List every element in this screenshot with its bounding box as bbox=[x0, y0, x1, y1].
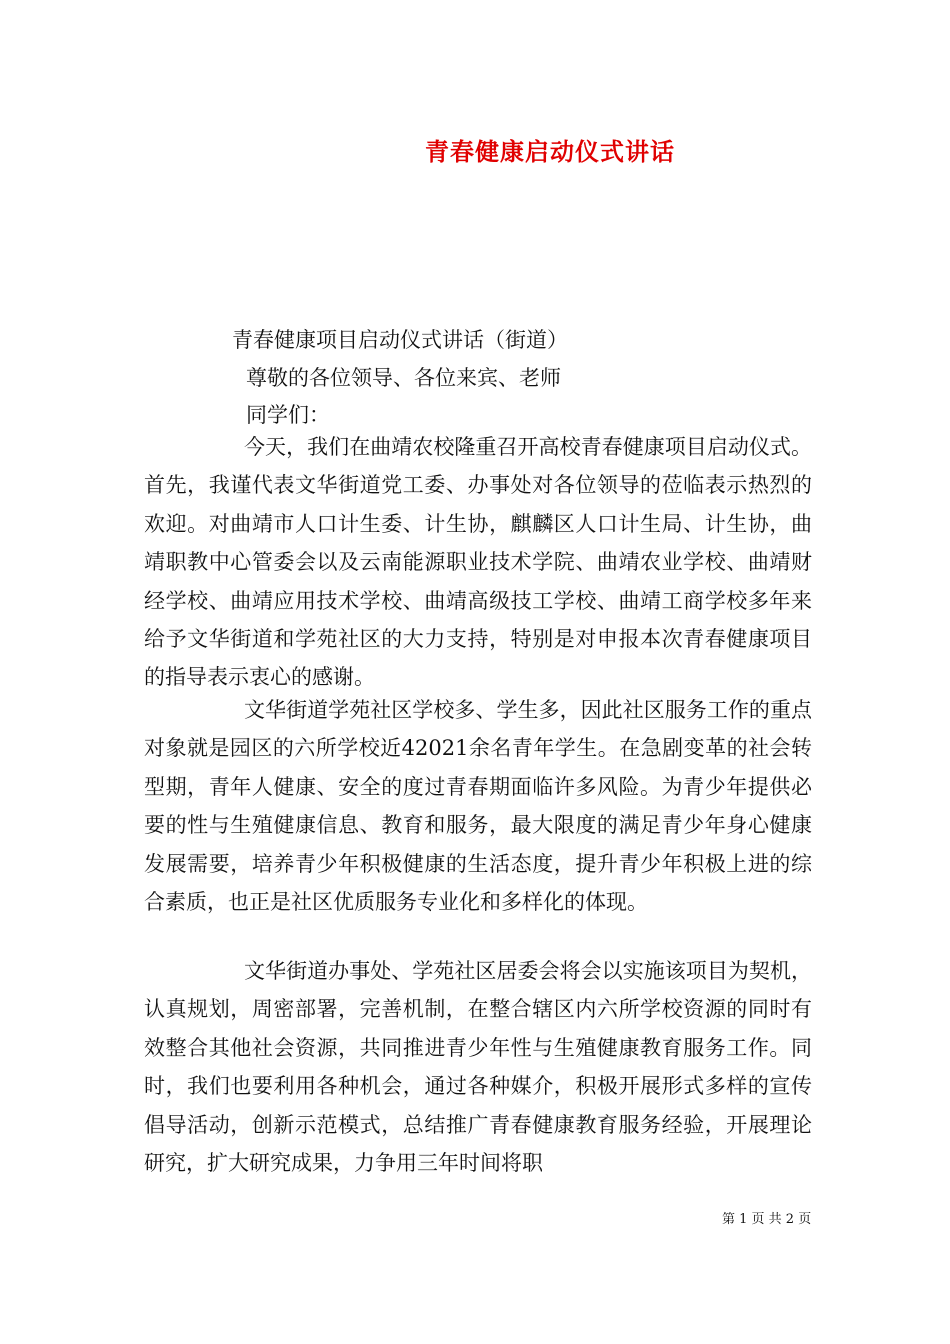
paragraph-2: 文华街道学苑社区学校多、学生多，因此社区服务工作的重点对象就是园区的六所学校近42021余名青年学生。在急剧变革的社会转型期，青年人健康、安全的度过青春期面临许多风险。为青少年提供必要的性与生殖健康信息、教育和服务，最大限度的满足青少年身心健康发展需要，培养青少年积极健康的生活态度，提升青少年积极上进的综合素质，也正是社区优质服务专业化和多样化的体现。 bbox=[144, 698, 812, 915]
greeting-line-1: 尊敬的各位领导、各位来宾、老师 bbox=[246, 366, 561, 390]
document-title: 青春健康启动仪式讲话 bbox=[425, 138, 675, 166]
greeting-line-2: 同学们： bbox=[246, 403, 330, 427]
paragraph-1: 今天，我们在曲靖农校隆重召开高校青春健康项目启动仪式。首先，我谨代表文华街道党工委、办事处对各位领导的莅临表示热烈的欢迎。对曲靖市人口计生委、计生协，麒麟区人口计生局、计生协，曲靖职教中心管委会以及云南能源职业技术学院、曲靖农业学校、曲靖财经学校、曲靖应用技术学校、曲靖高级技工学校、曲靖工商学校多年来给予文华街道和学苑社区的大力支持，特别是对申报本次青春健康项目的指导表示衷心的感谢。 bbox=[144, 435, 812, 690]
page-number: 第 1 页 共 2 页 bbox=[722, 1212, 812, 1227]
paragraph-3: 文华街道办事处、学苑社区居委会将会以实施该项目为契机，认真规划，周密部署，完善机制，在整合辖区内六所学校资源的同时有效整合其他社会资源，共同推进青少年性与生殖健康教育服务工作。同时，我们也要利用各种机会，通过各种媒介，积极开展形式多样的宣传倡导活动，创新示范模式，总结推广青春健康教育服务经验，开展理论研究，扩大研究成果，力争用三年时间将职 bbox=[144, 959, 812, 1176]
speech-subtitle: 青春健康项目启动仪式讲话（街道） bbox=[232, 328, 568, 352]
